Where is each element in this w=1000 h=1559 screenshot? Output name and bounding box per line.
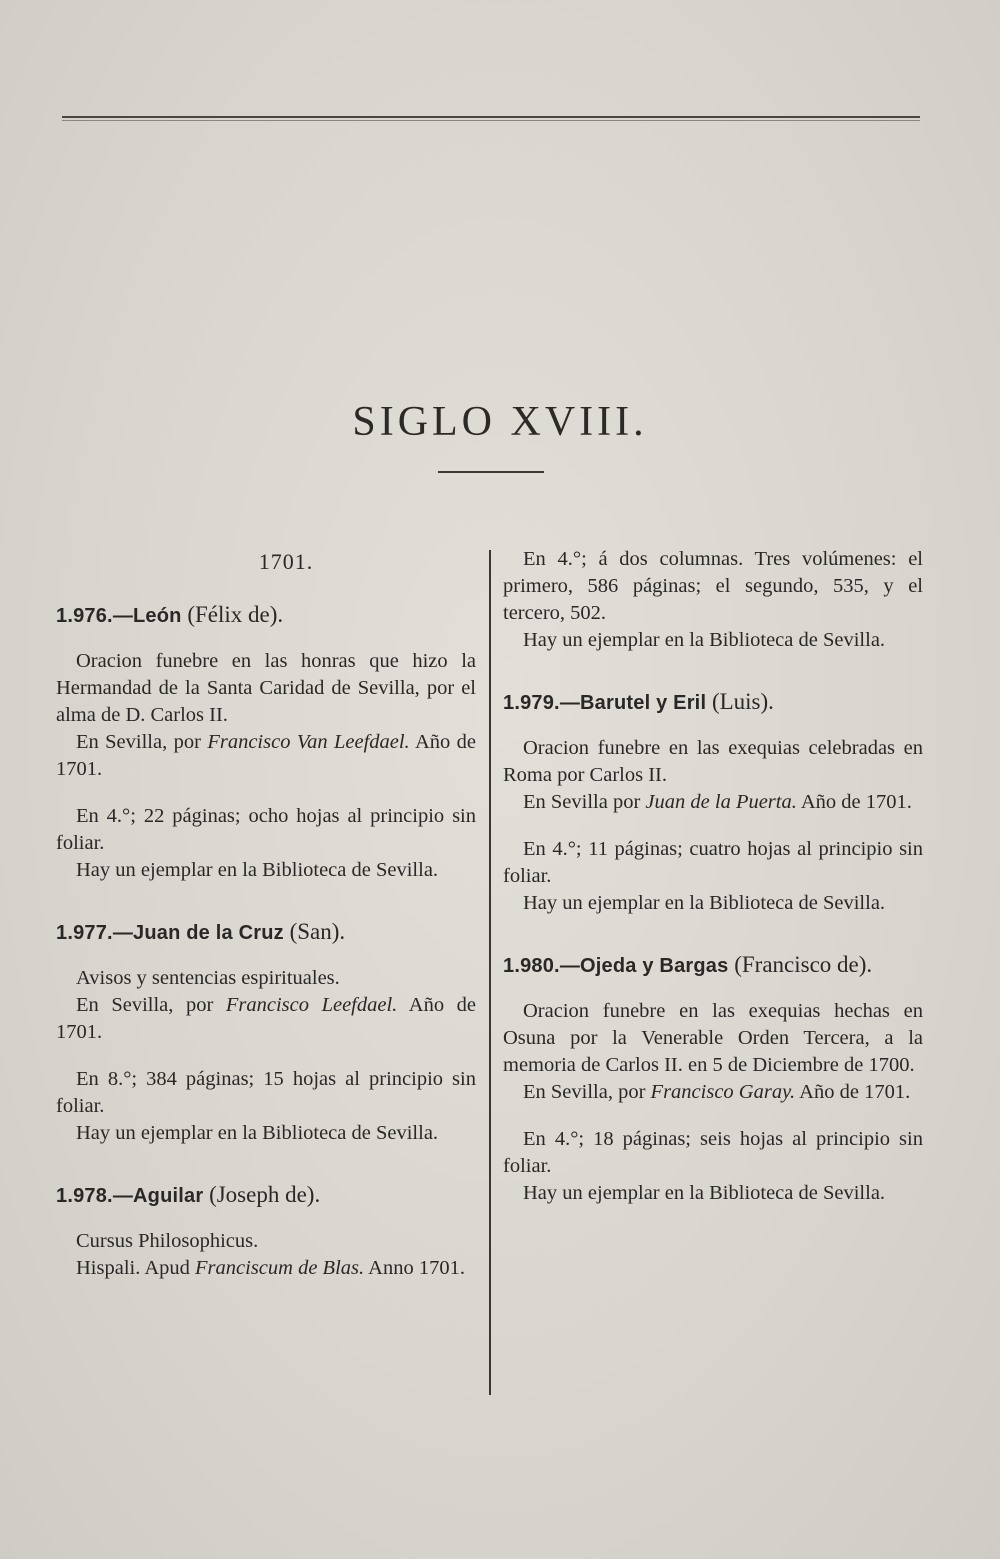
entry-dash: — (112, 1185, 134, 1207)
entry-surname: Ojeda y Bargas (580, 955, 729, 977)
imprint-date: Año de 1701. (56, 731, 476, 780)
imprint-date: Año de 1701. (56, 994, 476, 1043)
entry-number: 1.980. (503, 955, 560, 977)
entry-imprint (503, 1079, 923, 1106)
entry-surname: Barutel y Eril (580, 692, 707, 714)
imprint-place: En Sevilla por (523, 791, 641, 813)
entry-surname: Juan de la Cruz (133, 922, 284, 944)
entry-format: En 4.°; 11 páginas; cuatro hojas al principio sin foliar. (503, 838, 923, 887)
imprint-place: En Sevilla, por (523, 1081, 646, 1103)
entry-given-name: (Félix de). (187, 602, 284, 627)
entry-surname: León (133, 605, 182, 627)
entry-1977 (56, 918, 476, 1147)
entry-imprint (503, 789, 923, 816)
entry-1978 (56, 1181, 476, 1282)
entry-format: En 8.°; 384 páginas; 15 hojas al principio sin foliar. (56, 1068, 476, 1117)
entry-imprint (56, 729, 476, 783)
imprint-place: En Sevilla, por (76, 994, 214, 1016)
entry-heading (56, 918, 476, 947)
imprint-printer: Juan de la Puerta. (645, 791, 797, 813)
entry-location: Hay un ejemplar en la Biblioteca de Sevilla. (76, 859, 439, 881)
entry-format: En 4.°; 18 páginas; seis hojas al principio sin foliar. (503, 1128, 923, 1177)
entry-location: Hay un ejemplar en la Biblioteca de Sevilla. (523, 1182, 886, 1204)
imprint-place: Hispali. Apud (76, 1257, 190, 1279)
imprint-printer: Franciscum de Blas. (195, 1257, 365, 1279)
entry-location: Hay un ejemplar en la Biblioteca de Sevilla. (76, 1122, 439, 1144)
entry-1979 (503, 688, 923, 917)
entry-1976 (56, 601, 476, 884)
entry-surname: Aguilar (133, 1185, 204, 1207)
entry-imprint (56, 1255, 476, 1282)
entry-format: En 4.°; á dos columnas. Tres volúmenes: el primero, 586 páginas; el segundo, 535, y el tercero, 502. (503, 548, 923, 624)
imprint-printer: Francisco Leefdael. (225, 994, 398, 1016)
imprint-date: Año de 1701. (799, 1081, 911, 1103)
entry-given-name: (Francisco de). (734, 952, 873, 977)
entry-heading (503, 951, 923, 980)
entry-dash: — (559, 692, 581, 714)
century-heading: SIGLO XVIII. (352, 399, 648, 445)
left-column (56, 540, 476, 1282)
entry-title: Cursus Philosophicus. (76, 1230, 259, 1252)
entry-heading (56, 601, 476, 630)
entry-1978-continuation (503, 546, 923, 654)
column-divider (489, 550, 491, 1395)
entry-heading (56, 1181, 476, 1210)
entry-number: 1.977. (56, 922, 113, 944)
entry-number: 1.976. (56, 605, 113, 627)
entry-location: Hay un ejemplar en la Biblioteca de Sevilla. (523, 629, 886, 651)
top-rule (62, 116, 920, 118)
entry-format: En 4.°; 22 páginas; ocho hojas al principio sin foliar. (56, 805, 476, 854)
entry-number: 1.978. (56, 1185, 113, 1207)
entry-heading (503, 688, 923, 717)
right-column (503, 546, 923, 1207)
entry-imprint (56, 992, 476, 1046)
imprint-date: Año de 1701. (800, 791, 912, 813)
entry-dash: — (559, 955, 581, 977)
entry-given-name: (San). (289, 919, 346, 944)
entry-1980 (503, 951, 923, 1207)
entry-location: Hay un ejemplar en la Biblioteca de Sevilla. (523, 892, 886, 914)
imprint-date: Anno 1701. (368, 1257, 465, 1279)
imprint-printer: Francisco Van Leefdael. (207, 731, 410, 753)
entry-given-name: (Luis). (711, 689, 774, 714)
entry-title: Oracion funebre en las exequias celebradas en Roma por Carlos II. (503, 737, 923, 786)
imprint-place: En Sevilla, por (76, 731, 201, 753)
entry-title: Oracion funebre en las honras que hizo la Hermandad de la Santa Caridad de Sevilla, por el alma de D. Carlos II. (56, 650, 476, 726)
entry-dash: — (112, 605, 134, 627)
entry-title: Avisos y sentencias espirituales. (76, 967, 340, 989)
year-heading: 1701. (258, 549, 314, 574)
heading-rule (438, 471, 544, 473)
imprint-printer: Francisco Garay. (650, 1081, 796, 1103)
entry-title: Oracion funebre en las exequias hechas en Osuna por la Venerable Orden Tercera, a la memoria de Carlos II. en 5 de Diciembre de 1700. (503, 1000, 923, 1076)
entry-given-name: (Joseph de). (209, 1182, 321, 1207)
entry-dash: — (112, 922, 134, 944)
entry-number: 1.979. (503, 692, 560, 714)
